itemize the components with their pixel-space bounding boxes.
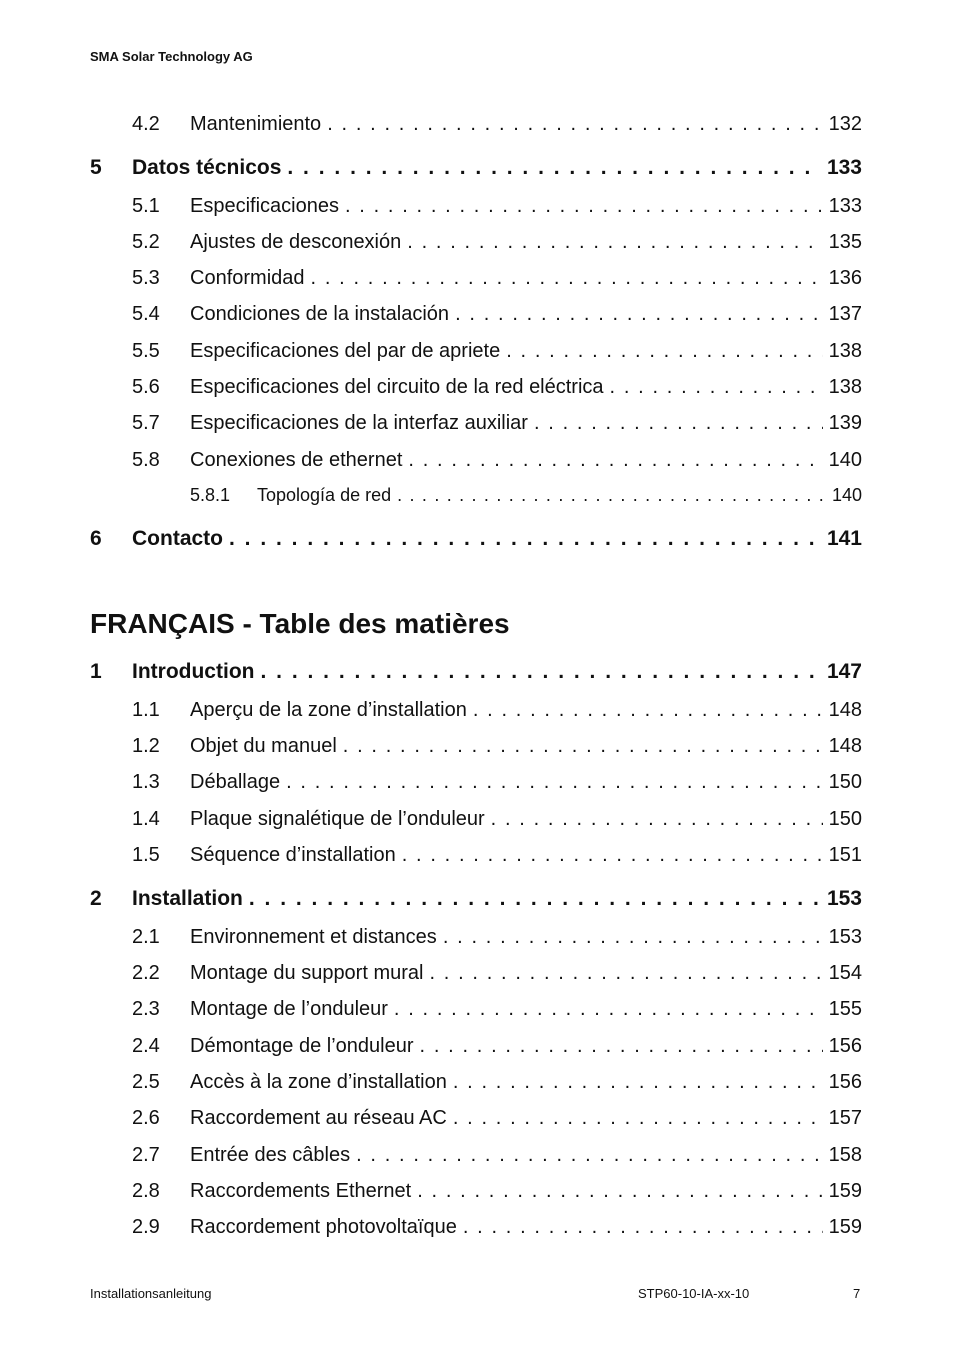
toc-entry-title: Objet du manuel (190, 735, 337, 757)
toc-leader-dots (463, 1216, 823, 1239)
toc-entry-number: 1.4 (132, 808, 160, 830)
toc-leader-dots (327, 113, 822, 136)
toc-entry-number: 5.4 (132, 303, 160, 325)
toc-entry-title: Installation (132, 887, 243, 910)
toc-entry[interactable] (90, 449, 862, 479)
toc-entry[interactable] (90, 340, 862, 370)
toc-leader-dots (429, 962, 822, 985)
toc-entry-page: 158 (828, 1144, 862, 1166)
toc-entry-number: 5.3 (132, 267, 160, 289)
toc-entry-title: Aperçu de la zone d’installation (190, 699, 467, 721)
toc-leader-dots (311, 267, 823, 290)
toc-entry-title: Introduction (132, 660, 255, 683)
toc-entry-title: Conexiones de ethernet (190, 449, 403, 471)
toc-entry[interactable] (90, 771, 862, 801)
toc-leader-dots (394, 998, 823, 1021)
toc-leader-dots (420, 1035, 823, 1058)
footer-document-code: STP60-10-IA-xx-10 (638, 1286, 750, 1301)
toc-entry-number: 5.1 (132, 195, 160, 217)
toc-entry-number: 2.5 (132, 1071, 160, 1093)
toc-entry-number: 2 (90, 887, 102, 910)
toc-entry-number: 1 (90, 660, 102, 683)
toc-leader-dots (229, 527, 821, 551)
toc-entry-number: 5.8.1 (190, 485, 231, 505)
toc-entry-page: 157 (828, 1107, 862, 1129)
toc-entry[interactable] (90, 527, 862, 559)
toc-entry[interactable] (90, 1107, 862, 1137)
toc-entry-number: 2.9 (132, 1216, 160, 1238)
toc-entry-title: Plaque signalétique de l’onduleur (190, 808, 485, 830)
toc-entry-page: 155 (828, 998, 862, 1020)
toc-leader-dots (473, 699, 823, 722)
toc-entry[interactable] (90, 962, 862, 992)
toc-entry-number: 2.6 (132, 1107, 160, 1129)
toc-entry-page: 137 (828, 303, 862, 325)
toc-leader-dots (453, 1071, 823, 1094)
toc-entry-title: Condiciones de la instalación (190, 303, 450, 325)
toc-entry[interactable] (90, 412, 862, 442)
toc-entry-page: 148 (828, 735, 862, 757)
toc-entry-title: Especificaciones del circuito de la red eléctrica (190, 376, 604, 398)
toc-leader-dots (443, 926, 823, 949)
toc-entry-title: Montage de l’onduleur (190, 998, 388, 1020)
toc-leader-dots (610, 376, 823, 399)
toc-leader-dots (506, 340, 822, 363)
toc-entry-page: 151 (828, 844, 862, 866)
toc-entry[interactable] (90, 195, 862, 225)
toc-leader-dots (356, 1144, 823, 1167)
toc-leader-dots (453, 1107, 823, 1130)
toc-entry-number: 5.2 (132, 231, 160, 253)
toc-entry-number: 2.4 (132, 1035, 160, 1057)
toc-entry-title: Déballage (190, 771, 281, 793)
toc-leader-dots (397, 485, 826, 506)
toc-leader-dots (417, 1180, 822, 1203)
footer-manual-type: Installationsanleitung (90, 1286, 212, 1301)
toc-entry-page: 136 (828, 267, 862, 289)
toc-entry-page: 148 (828, 699, 862, 721)
toc-leader-dots (343, 735, 823, 758)
toc-entry-page: 156 (828, 1035, 862, 1057)
toc-entry-page: 153 (828, 926, 862, 948)
toc-entry-page: 141 (826, 527, 862, 550)
toc-leader-dots (407, 231, 822, 254)
toc-entry-title: Datos técnicos (132, 156, 282, 179)
toc-entry-title: Topología de red (257, 485, 392, 505)
toc-entry-page: 139 (828, 412, 862, 434)
toc-entry-number: 5.5 (132, 340, 160, 362)
toc-entry[interactable] (90, 1144, 862, 1174)
toc-entry[interactable] (90, 699, 862, 729)
toc-entry[interactable] (90, 267, 862, 297)
toc-entry-title: Raccordement au réseau AC (190, 1107, 447, 1129)
toc-entry-number: 1.2 (132, 735, 160, 757)
toc-entry-page: 150 (828, 808, 862, 830)
toc-entry-number: 2.8 (132, 1180, 160, 1202)
toc-leader-dots (534, 412, 823, 435)
toc-entry-number: 6 (90, 527, 102, 550)
toc-entry-page: 147 (826, 660, 862, 683)
toc-entry-page: 132 (828, 113, 862, 135)
toc-entry-number: 2.2 (132, 962, 160, 984)
toc-entry[interactable] (90, 1180, 862, 1210)
toc-entry-page: 150 (828, 771, 862, 793)
toc-entry[interactable] (90, 231, 862, 261)
toc-leader-dots (260, 660, 820, 684)
toc-entry[interactable] (90, 1216, 862, 1246)
footer-page-number: 7 (853, 1286, 861, 1301)
toc-entry-title: Especificaciones del par de apriete (190, 340, 501, 362)
toc-leader-dots (408, 449, 822, 472)
toc-entry[interactable] (90, 808, 862, 838)
toc-entry-page: 153 (826, 887, 862, 910)
toc-entry-title: Raccordement photovoltaïque (190, 1216, 457, 1238)
toc-entry-number: 2.3 (132, 998, 160, 1020)
toc-entry[interactable] (90, 998, 862, 1028)
toc-leader-dots (491, 808, 823, 831)
toc-entry-title: Raccordements Ethernet (190, 1180, 412, 1202)
toc-entry-page: 140 (831, 485, 862, 505)
toc-entry-page: 133 (828, 195, 862, 217)
toc-entry-title: Démontage de l’onduleur (190, 1035, 414, 1057)
toc-entry-page: 135 (828, 231, 862, 253)
toc-entry-title: Entrée des câbles (190, 1144, 351, 1166)
toc-entry[interactable] (90, 926, 862, 956)
toc-entry-title: Séquence d’installation (190, 844, 396, 866)
company-header: SMA Solar Technology AG (90, 49, 253, 64)
toc-entry[interactable] (90, 660, 862, 692)
toc-entry-page: 140 (828, 449, 862, 471)
toc-entry[interactable] (90, 1071, 862, 1101)
toc-entry-number: 1.1 (132, 699, 160, 721)
toc-leader-dots (286, 771, 823, 794)
toc-entry-page: 138 (828, 376, 862, 398)
toc-entry-title: Especificaciones (190, 195, 339, 217)
toc-entry[interactable] (90, 303, 862, 333)
toc-entry[interactable] (90, 1035, 862, 1065)
toc-entry-number: 1.5 (132, 844, 160, 866)
toc-entry-title: Contacto (132, 527, 223, 550)
toc-entry-page: 156 (828, 1071, 862, 1093)
toc-leader-dots (455, 303, 823, 326)
toc-leader-dots (345, 195, 823, 218)
toc-entry-number: 5.6 (132, 376, 160, 398)
toc-entry-number: 5 (90, 156, 102, 179)
toc-entry-number: 2.7 (132, 1144, 160, 1166)
toc-entry-title: Especificaciones de la interfaz auxiliar (190, 412, 528, 434)
toc-leader-dots (249, 887, 821, 911)
toc-entry-page: 154 (828, 962, 862, 984)
toc-entry-number: 1.3 (132, 771, 160, 793)
toc-entry[interactable] (90, 844, 862, 874)
toc-entry-number: 4.2 (132, 113, 160, 135)
section-title: FRANÇAIS - Table des matières (90, 608, 510, 639)
toc-entry-title: Conformidad (190, 267, 305, 289)
toc-entry-title: Ajustes de desconexión (190, 231, 402, 253)
toc-leader-dots (402, 844, 823, 867)
toc-entry-number: 2.1 (132, 926, 160, 948)
toc-entry-page: 133 (826, 156, 862, 179)
toc-entry-page: 159 (828, 1180, 862, 1202)
toc-entry-title: Accès à la zone d’installation (190, 1071, 447, 1093)
toc-entry-title: Mantenimiento (190, 113, 322, 135)
toc-entry[interactable] (90, 113, 862, 143)
toc-entry[interactable] (90, 156, 862, 188)
toc-entry-page: 159 (828, 1216, 862, 1238)
toc-entry-title: Environnement et distances (190, 926, 437, 948)
toc-entry[interactable] (90, 376, 862, 406)
toc-entry-number: 5.8 (132, 449, 160, 471)
toc-entry-title: Montage du support mural (190, 962, 424, 984)
toc-leader-dots (287, 156, 821, 180)
toc-entry[interactable] (90, 485, 862, 513)
toc-entry[interactable] (90, 735, 862, 765)
toc-entry-page: 138 (828, 340, 862, 362)
toc-entry[interactable] (90, 887, 862, 919)
toc-entry-number: 5.7 (132, 412, 160, 434)
